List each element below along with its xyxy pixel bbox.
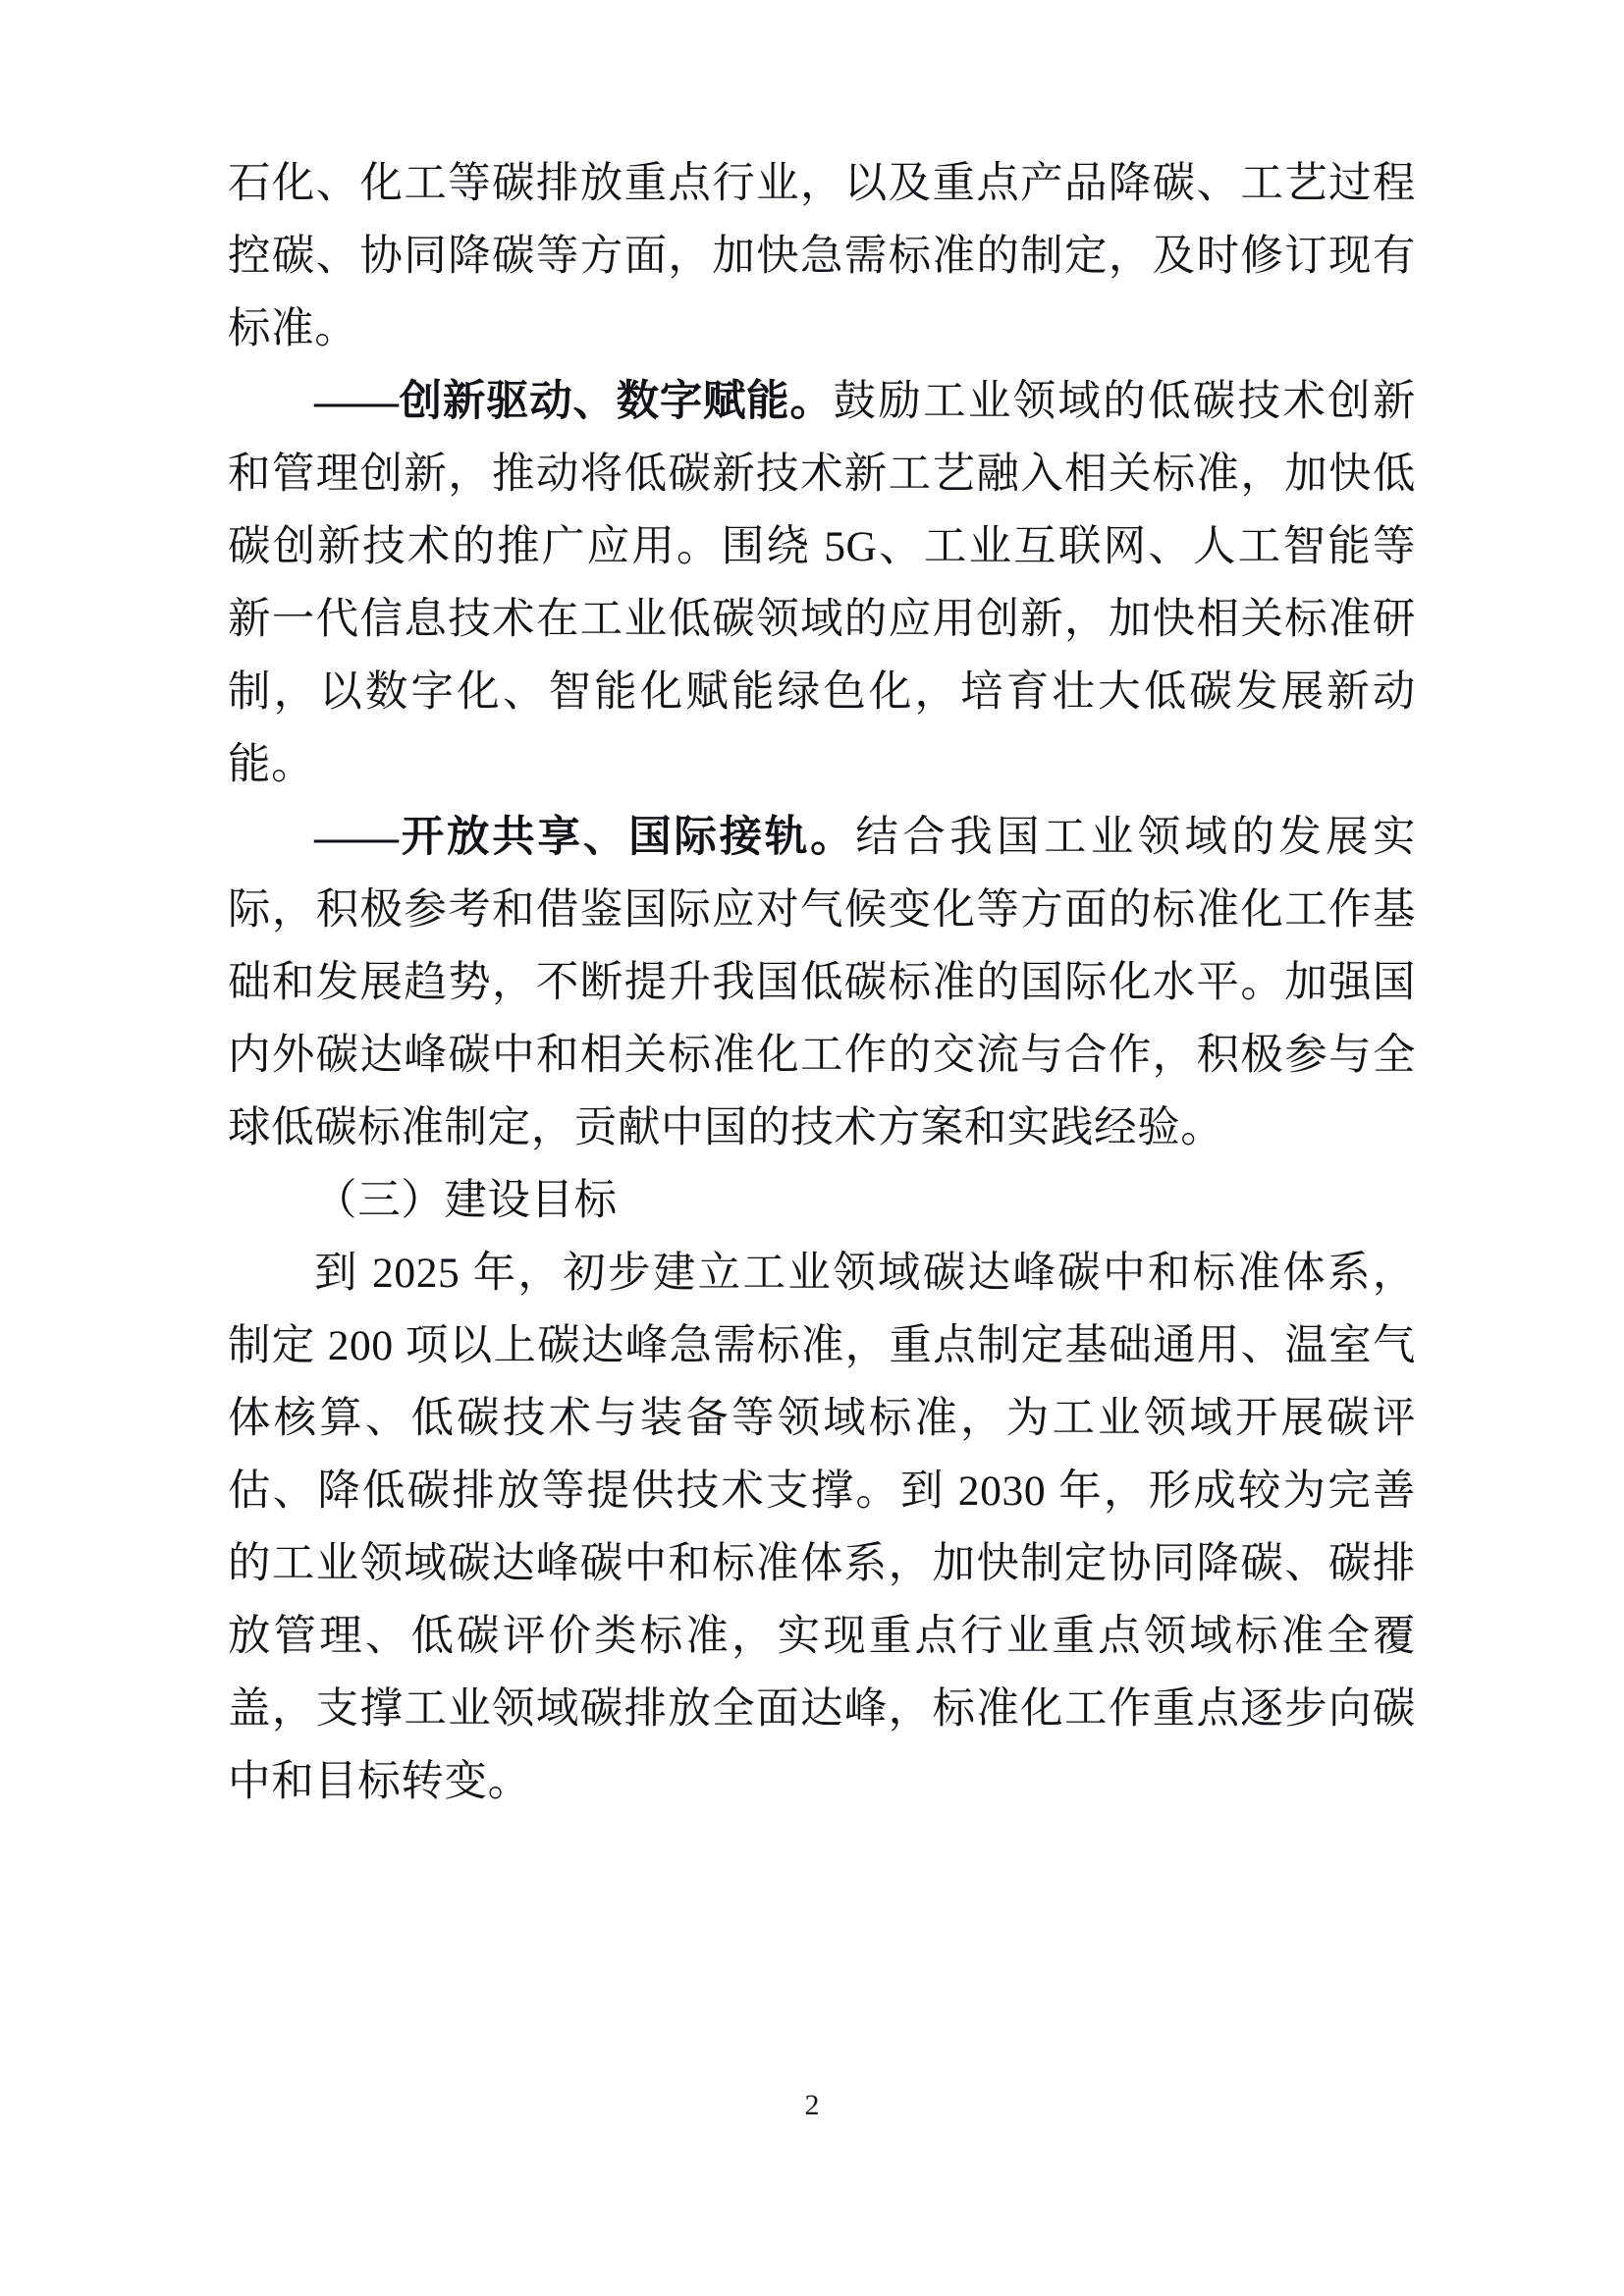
paragraph-innovation-text: 鼓励工业领域的低碳技术创新和管理创新，推动将低碳新技术新工艺融入相关标准，加快低碳创新技术的推广应用。围绕 5G、工业互联网、人工智能等新一代信息技术在工业低碳领域的应用创新，加快相关标准研制，以数字化、智能化赋能绿色化，培育壮大低碳发展新动能。 <box>228 378 1416 788</box>
paragraph-openness-text: 结合我国工业领域的发展实际，积极参考和借鉴国际应对气候变化等方面的标准化工作基础和发展趋势，不断提升我国低碳标准的国际化水平。加强国内外碳达峰碳中和相关标准化工作的交流与合作，积极参与全球低碳标准制定，贡献中国的技术方案和实践经验。 <box>228 814 1417 1151</box>
document-body <box>228 147 1416 1818</box>
paragraph-openness <box>228 801 1416 1164</box>
paragraph-goals: 到 2025 年，初步建立工业领域碳达峰碳中和标准体系，制定 200 项以上碳达峰急需标准，重点制定基础通用、温室气体核算、低碳技术与装备等领域标准，为工业领域开展碳评估、降低碳排放等提供技术支撑。到 2030 年，形成较为完善的工业领域碳达峰碳中和标准体系，加快制定协同降碳、碳排放管理、低碳评价类标准，实现重点行业重点领域标准全覆盖，支撑工业领域碳排放全面达峰，标准化工作重点逐步向碳中和目标转变。 <box>228 1250 1416 1805</box>
paragraph-innovation-lead: ——创新驱动、数字赋能。 <box>314 378 834 425</box>
section-heading-construction-goals: （三）建设目标 <box>314 1177 618 1224</box>
page-number: 2 <box>804 2089 820 2121</box>
paragraph-innovation <box>228 365 1416 801</box>
paragraph-continuation: 石化、化工等碳排放重点行业，以及重点产品降碳、工艺过程控碳、协同降碳等方面，加快急需标准的制定，及时修订现有标准。 <box>228 160 1416 352</box>
paragraph-openness-lead: ——开放共享、国际接轨。 <box>314 814 856 861</box>
